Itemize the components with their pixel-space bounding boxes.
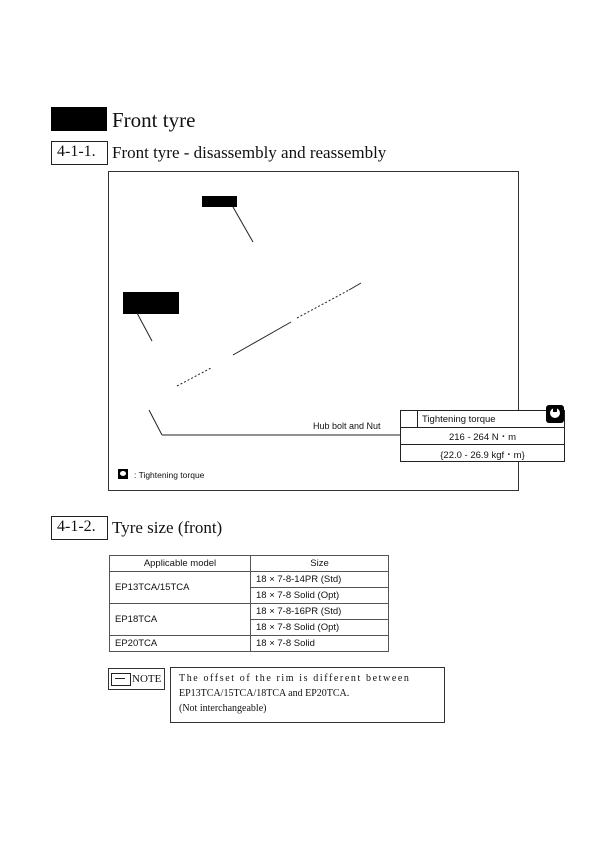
- table-row: [110, 636, 389, 652]
- size-cell: 18 × 7-8-16PR (Std): [251, 604, 389, 620]
- model-cell: EP20TCA: [110, 636, 251, 652]
- disassembly-figure: [108, 171, 525, 491]
- size-cell: 18 × 7-8-14PR (Std): [251, 572, 389, 588]
- tyre-size-table: [109, 555, 389, 652]
- note-line: (Not interchangeable): [179, 703, 267, 714]
- legend-torque-icon: [118, 469, 128, 479]
- note-line: EP13TCA/15TCA/18TCA and EP20TCA.: [179, 688, 350, 699]
- note-label: [108, 668, 165, 690]
- table-row: [110, 604, 389, 620]
- torque-box-blank-cell: [401, 411, 418, 427]
- column-header-size: Size: [251, 556, 389, 572]
- torque-header: Tightening torque: [422, 413, 496, 425]
- legend-text: : Tightening torque: [134, 470, 205, 480]
- model-cell: EP13TCA/15TCA: [110, 572, 251, 604]
- hub-bolt-callout: Hub bolt and Nut: [313, 421, 381, 431]
- pointing-hand-icon: [111, 673, 131, 686]
- chapter-title: Front tyre: [112, 108, 196, 132]
- torque-wrench-icon: [546, 405, 564, 423]
- model-cell: EP18TCA: [110, 604, 251, 636]
- section-title: Front tyre - disassembly and reassembly: [112, 143, 387, 162]
- size-cell: 18 × 7-8 Solid (Opt): [251, 588, 389, 604]
- column-header-model: Applicable model: [110, 556, 251, 572]
- note-line: The offset of the rim is different between: [179, 673, 411, 684]
- size-cell: 18 × 7-8 Solid: [251, 636, 389, 652]
- torque-value-kgf: {22.0 - 26.9 kgf・m}: [440, 449, 525, 461]
- chapter-number-redacted: [51, 107, 107, 131]
- section-number: 4-1-1.: [51, 141, 108, 165]
- torque-value-si: 216 - 264 N・m: [401, 428, 564, 445]
- note-box: [170, 667, 445, 723]
- section-number: 4-1-2.: [51, 516, 108, 540]
- size-cell: 18 × 7-8 Solid (Opt): [251, 620, 389, 636]
- torque-spec-box: [400, 410, 565, 462]
- table-row: [110, 572, 389, 588]
- section-title: Tyre size (front): [112, 518, 223, 537]
- note-label-text: NOTE: [132, 673, 162, 685]
